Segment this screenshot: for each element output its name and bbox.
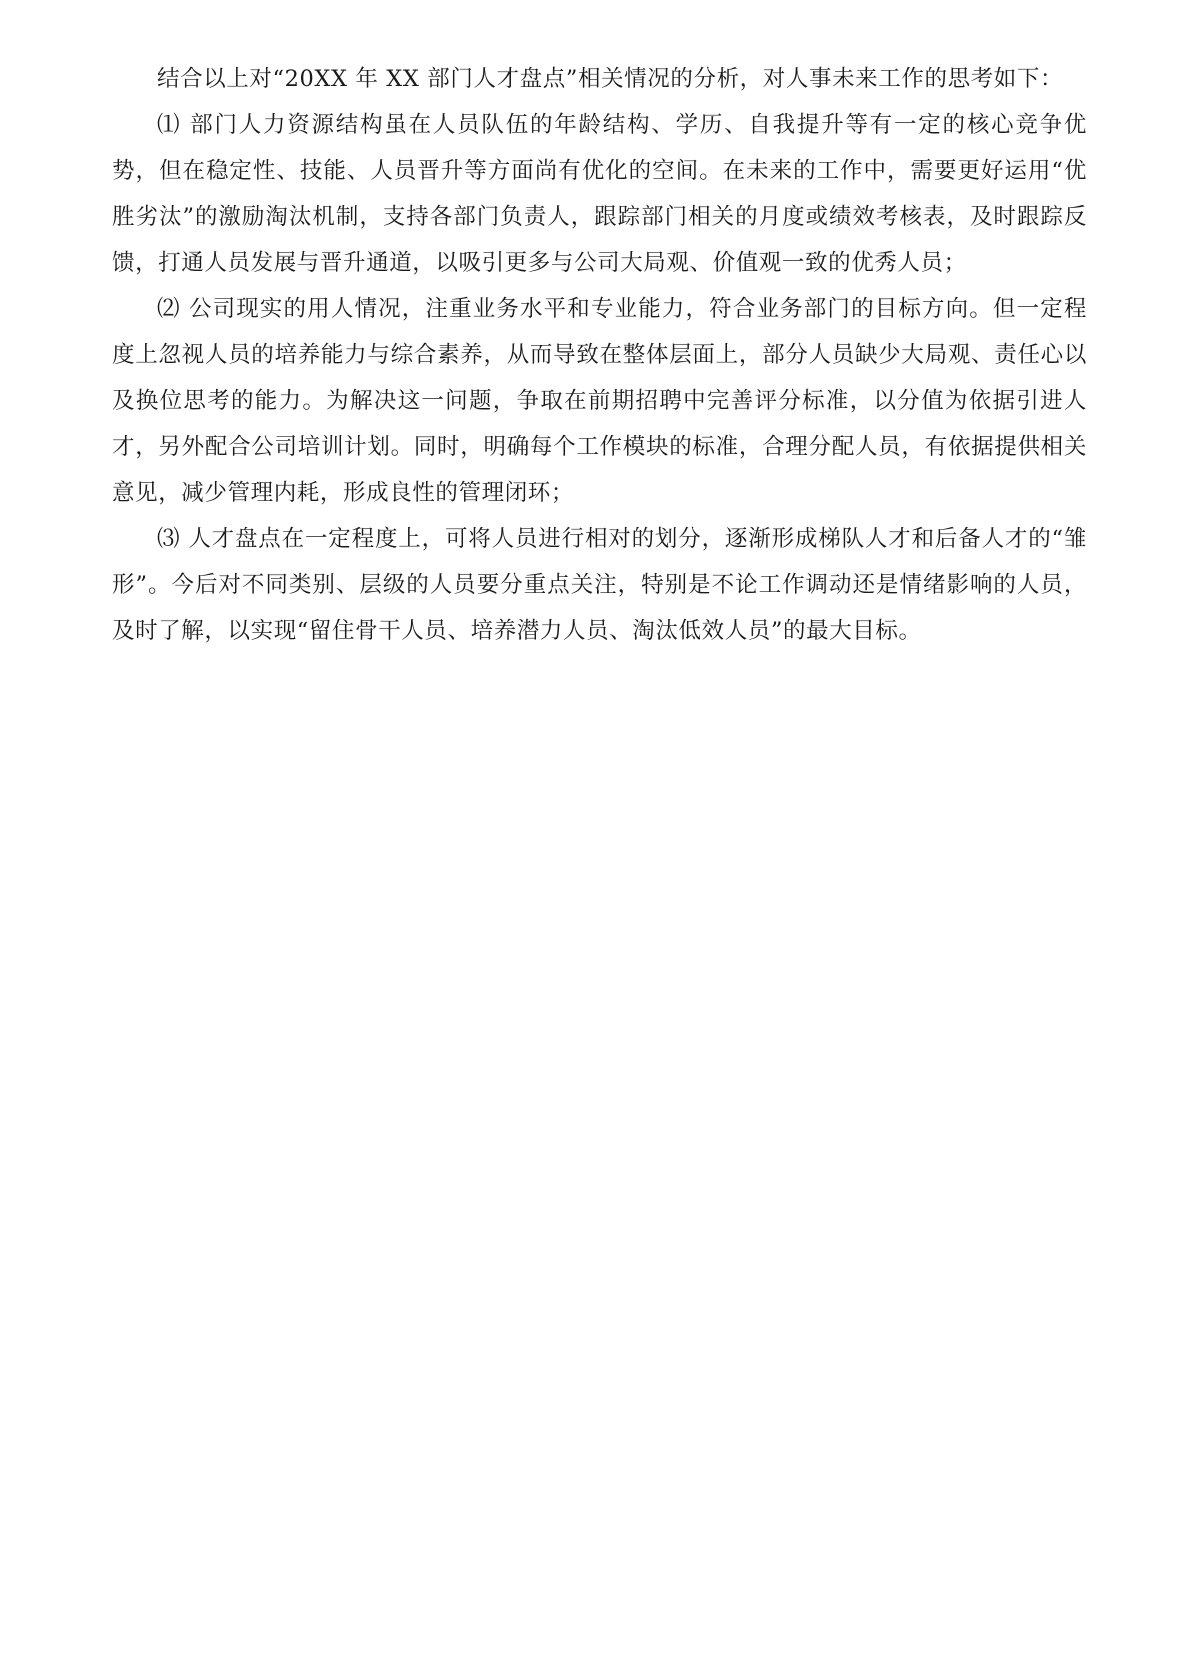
point-paragraph-2: ⑵ 公司现实的用人情况，注重业务水平和专业能力，符合业务部门的目标方向。但一定程度上忽视人员的培养能力与综合素养，从而导致在整体层面上，部分人员缺少大局观、责任心以及换位思考的能力。为解决这一问题，争取在前期招聘中完善评分标准，以分值为依据引进人才，另外配合公司培训计划。同时，明确每个工作模块的标准，合理分配人员，有依据提供相关意见，减少管理内耗，形成良性的管理闭环； xyxy=(112,296,1087,506)
point-paragraph-1: ⑴ 部门人力资源结构虽在人员队伍的年龄结构、学历、自我提升等有一定的核心竞争优势，但在稳定性、技能、人员晋升等方面尚有优化的空间。在未来的工作中，需要更好运用“优胜劣汰”的激励淘汰机制，支持各部门负责人，跟踪部门相关的月度或绩效考核表，及时跟踪反馈，打通人员发展与晋升通道，以吸引更多与公司大局观、价值观一致的优秀人员； xyxy=(112,112,1087,276)
intro-paragraph: 结合以上对“20XX 年 XX 部门人才盘点”相关情况的分析，对人事未来工作的思考如下： xyxy=(157,66,1064,92)
document-body xyxy=(112,56,1087,654)
point-paragraph-3: ⑶ 人才盘点在一定程度上，可将人员进行相对的划分，逐渐形成梯队人才和后备人才的“雏形”。今后对不同类别、层级的人员要分重点关注，特别是不论工作调动还是情绪影响的人员，及时了解，以实现“留住骨干人员、培养潜力人员、淘汰低效人员”的最大目标。 xyxy=(112,526,1087,644)
